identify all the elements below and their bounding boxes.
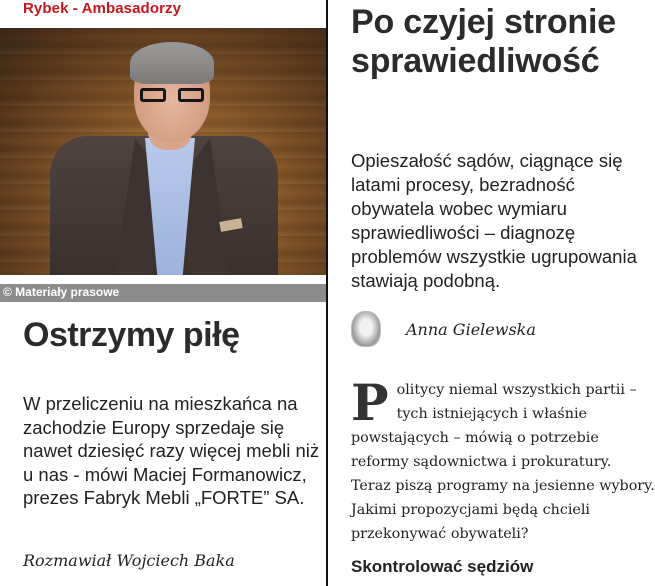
article-lead: W przeliczeniu na mieszkańca na zachodzie Europy sprzedaje się nawet dziesięć razy więcej mebli niż u nas - mówi Maciej Formanowicz, prezes Fabryk Mebli „FORTE” SA. (23, 393, 320, 508)
photo-caption-bar (0, 284, 326, 302)
left-article (0, 0, 326, 586)
article-body-text: olitycy niemal wszystkich partii – tych istniejących i właśnie powstających – mówią o potrzebie reformy sądownictwa i prokuratury. Teraz piszą programy na jesienne wybory. Jakimi propozycjami będą chcieli przekonywać obywateli? (351, 382, 655, 542)
photo-hair (130, 42, 214, 84)
article-title[interactable]: Po czyjej stronie sprawiedliwość (351, 3, 616, 80)
section-label[interactable]: Rybek - Ambasadorzy (23, 0, 182, 17)
article-photo[interactable] (0, 28, 326, 275)
article-title[interactable]: Ostrzymy piłę (23, 316, 240, 354)
author-block (351, 311, 536, 347)
author-name[interactable]: Anna Gielewska (406, 319, 536, 339)
drop-cap: P (351, 373, 389, 432)
article-lead: Opieszałość sądów, ciągnące się latami procesy, bezradność obywatela wobec wymiaru sprawiedliwości – diagnozę problemów wszystkie ugrupowania stawiają podobną. (351, 150, 637, 291)
right-article (330, 0, 655, 586)
article-body (351, 373, 655, 546)
column-divider (326, 0, 328, 586)
article-subhead: Skontrolować sędziów (351, 557, 534, 576)
photo-glasses (140, 88, 204, 104)
photo-credit: © Materiały prasowe (3, 285, 120, 299)
author-avatar (351, 311, 381, 347)
article-byline: Rozmawiał Wojciech Baka (23, 551, 235, 570)
